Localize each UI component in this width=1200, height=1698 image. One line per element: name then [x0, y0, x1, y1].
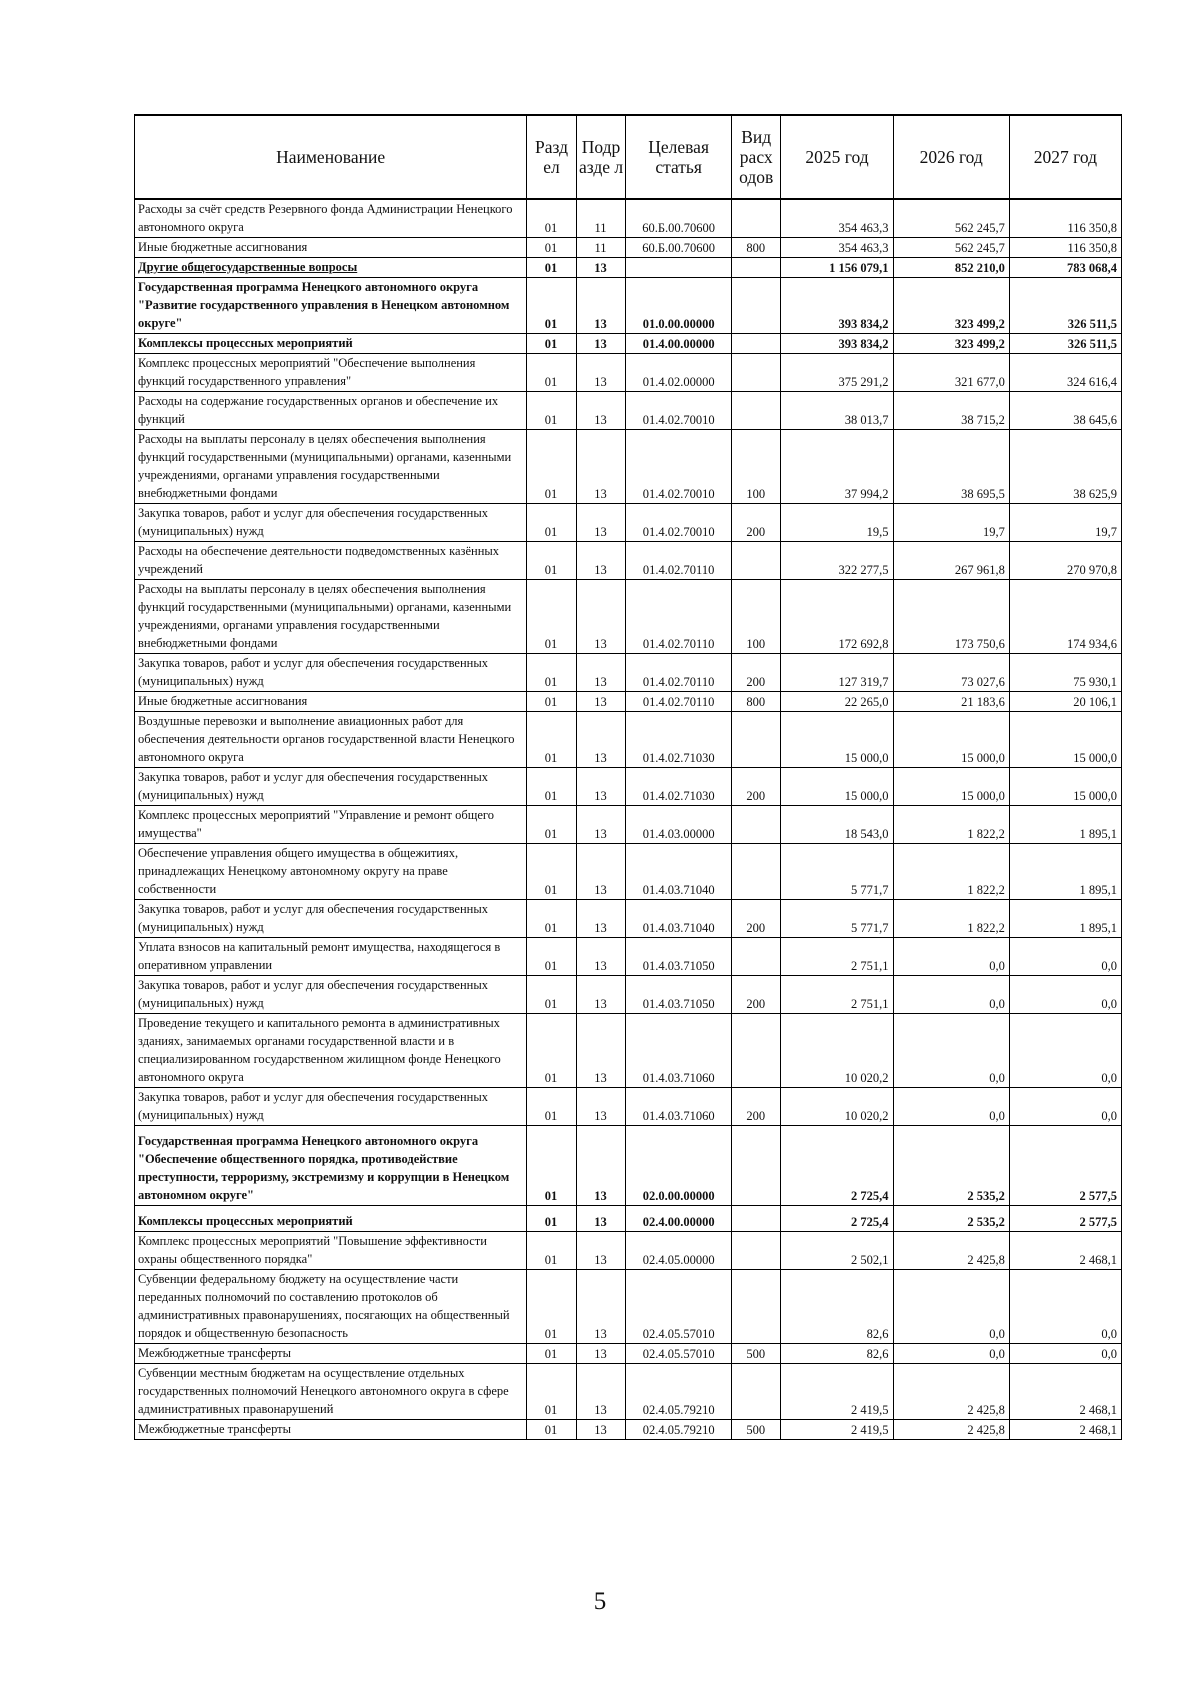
row-razdel: 01 [527, 354, 577, 392]
row-amount-2026: 15 000,0 [893, 712, 1009, 768]
row-target-article: 02.4.05.79210 [626, 1420, 732, 1440]
row-name: Расходы за счёт средств Резервного фонда Администрации Ненецкого автономного округа [135, 199, 527, 238]
row-target-article: 01.4.02.00000 [626, 354, 732, 392]
row-name: Закупка товаров, работ и услуг для обеспечения государственных (муниципальных) нужд [135, 768, 527, 806]
row-target-article: 02.4.05.57010 [626, 1270, 732, 1344]
table-row [135, 806, 1122, 844]
row-amount-2025: 22 265,0 [781, 692, 893, 712]
row-amount-2027: 19,7 [1009, 504, 1121, 542]
row-expense-type [731, 392, 781, 430]
row-amount-2026: 2 425,8 [893, 1232, 1009, 1270]
row-razdel: 01 [527, 278, 577, 334]
row-podrazdel: 13 [576, 1420, 626, 1440]
row-podrazdel: 13 [576, 430, 626, 504]
row-target-article: 01.4.02.70110 [626, 692, 732, 712]
row-podrazdel: 13 [576, 334, 626, 354]
row-name: Субвенции местным бюджетам на осуществление отдельных государственных полномочий Ненецкого автономного округа в сфере административных правонарушений [135, 1364, 527, 1420]
row-amount-2027: 1 895,1 [1009, 844, 1121, 900]
row-razdel: 01 [527, 1014, 577, 1088]
header-year-2027: 2027 год [1009, 115, 1121, 199]
row-amount-2025: 1 156 079,1 [781, 258, 893, 278]
row-razdel: 01 [527, 1088, 577, 1126]
row-expense-type: 800 [731, 238, 781, 258]
table-row [135, 1232, 1122, 1270]
row-amount-2025: 2 725,4 [781, 1126, 893, 1206]
table-row [135, 1420, 1122, 1440]
row-podrazdel: 13 [576, 938, 626, 976]
row-podrazdel: 13 [576, 258, 626, 278]
table-row [135, 580, 1122, 654]
row-amount-2025: 19,5 [781, 504, 893, 542]
row-razdel: 01 [527, 1420, 577, 1440]
header-podrazdel: Подр азде л [576, 115, 626, 199]
row-razdel: 01 [527, 1126, 577, 1206]
row-amount-2026: 0,0 [893, 938, 1009, 976]
row-target-article: 01.4.02.70110 [626, 542, 732, 580]
row-amount-2026: 0,0 [893, 1344, 1009, 1364]
header-year-2026: 2026 год [893, 115, 1009, 199]
row-razdel: 01 [527, 806, 577, 844]
row-target-article: 01.0.00.00000 [626, 278, 732, 334]
row-target-article: 01.4.03.71050 [626, 938, 732, 976]
row-amount-2026: 73 027,6 [893, 654, 1009, 692]
row-target-article: 01.4.02.70010 [626, 430, 732, 504]
row-expense-type [731, 806, 781, 844]
row-expense-type: 500 [731, 1344, 781, 1364]
row-expense-type [731, 1232, 781, 1270]
row-amount-2025: 38 013,7 [781, 392, 893, 430]
row-expense-type [731, 844, 781, 900]
row-expense-type: 200 [731, 504, 781, 542]
row-amount-2027: 2 468,1 [1009, 1420, 1121, 1440]
row-amount-2027: 1 895,1 [1009, 806, 1121, 844]
row-razdel: 01 [527, 1364, 577, 1420]
row-name: Иные бюджетные ассигнования [135, 238, 527, 258]
table-row [135, 542, 1122, 580]
row-podrazdel: 13 [576, 692, 626, 712]
row-razdel: 01 [527, 1344, 577, 1364]
row-podrazdel: 13 [576, 1270, 626, 1344]
row-amount-2026: 38 715,2 [893, 392, 1009, 430]
row-amount-2027: 324 616,4 [1009, 354, 1121, 392]
row-razdel: 01 [527, 1206, 577, 1232]
row-expense-type [731, 1126, 781, 1206]
row-name: Комплекс процессных мероприятий "Повышение эффективности охраны общественного порядка" [135, 1232, 527, 1270]
row-name: Другие общегосударственные вопросы [135, 258, 527, 278]
header-name: Наименование [135, 115, 527, 199]
row-amount-2025: 375 291,2 [781, 354, 893, 392]
budget-table [134, 114, 1122, 1440]
row-amount-2027: 0,0 [1009, 1270, 1121, 1344]
row-razdel: 01 [527, 692, 577, 712]
row-expense-type [731, 938, 781, 976]
table-row [135, 278, 1122, 334]
row-amount-2027: 783 068,4 [1009, 258, 1121, 278]
row-amount-2026: 2 535,2 [893, 1206, 1009, 1232]
row-amount-2026: 562 245,7 [893, 199, 1009, 238]
row-target-article: 01.4.03.71060 [626, 1014, 732, 1088]
row-razdel: 01 [527, 654, 577, 692]
row-name: Закупка товаров, работ и услуг для обеспечения государственных (муниципальных) нужд [135, 654, 527, 692]
row-podrazdel: 13 [576, 542, 626, 580]
row-razdel: 01 [527, 900, 577, 938]
row-name: Государственная программа Ненецкого автономного округа "Развитие государственного управления в Ненецком автономном округе" [135, 278, 527, 334]
table-row [135, 1364, 1122, 1420]
row-amount-2027: 15 000,0 [1009, 712, 1121, 768]
row-expense-type [731, 334, 781, 354]
row-podrazdel: 13 [576, 1126, 626, 1206]
row-amount-2027: 0,0 [1009, 1088, 1121, 1126]
row-target-article: 02.4.00.00000 [626, 1206, 732, 1232]
row-target-article: 01.4.02.71030 [626, 768, 732, 806]
row-name: Межбюджетные трансферты [135, 1344, 527, 1364]
row-amount-2026: 2 425,8 [893, 1364, 1009, 1420]
row-expense-type [731, 354, 781, 392]
row-amount-2025: 2 502,1 [781, 1232, 893, 1270]
budget-table-container [134, 114, 1122, 1440]
row-razdel: 01 [527, 938, 577, 976]
row-razdel: 01 [527, 768, 577, 806]
table-row [135, 258, 1122, 278]
row-podrazdel: 13 [576, 1206, 626, 1232]
row-razdel: 01 [527, 580, 577, 654]
row-amount-2027: 2 468,1 [1009, 1232, 1121, 1270]
row-expense-type: 100 [731, 580, 781, 654]
row-name: Обеспечение управления общего имущества в общежитиях, принадлежащих Ненецкому автономному округу на праве собственности [135, 844, 527, 900]
row-amount-2027: 0,0 [1009, 1014, 1121, 1088]
row-razdel: 01 [527, 430, 577, 504]
row-amount-2025: 82,6 [781, 1270, 893, 1344]
row-amount-2025: 393 834,2 [781, 334, 893, 354]
row-amount-2025: 393 834,2 [781, 278, 893, 334]
table-row [135, 1014, 1122, 1088]
header-year-2025: 2025 год [781, 115, 893, 199]
row-target-article: 01.4.02.71030 [626, 712, 732, 768]
row-name: Уплата взносов на капитальный ремонт имущества, находящегося в оперативном управлении [135, 938, 527, 976]
row-amount-2027: 0,0 [1009, 1344, 1121, 1364]
row-podrazdel: 13 [576, 806, 626, 844]
row-name: Комплекс процессных мероприятий "Управление и ремонт общего имущества" [135, 806, 527, 844]
row-razdel: 01 [527, 1270, 577, 1344]
row-name: Расходы на обеспечение деятельности подведомственных казённых учреждений [135, 542, 527, 580]
row-amount-2027: 116 350,8 [1009, 238, 1121, 258]
row-amount-2026: 15 000,0 [893, 768, 1009, 806]
row-amount-2025: 2 751,1 [781, 938, 893, 976]
row-amount-2027: 116 350,8 [1009, 199, 1121, 238]
row-amount-2026: 267 961,8 [893, 542, 1009, 580]
row-amount-2027: 0,0 [1009, 976, 1121, 1014]
row-podrazdel: 13 [576, 712, 626, 768]
row-target-article [626, 258, 732, 278]
row-expense-type [731, 199, 781, 238]
row-podrazdel: 13 [576, 278, 626, 334]
row-expense-type [731, 278, 781, 334]
table-header-row [135, 115, 1122, 199]
row-expense-type [731, 1364, 781, 1420]
row-razdel: 01 [527, 258, 577, 278]
table-row [135, 1126, 1122, 1206]
row-amount-2025: 322 277,5 [781, 542, 893, 580]
row-razdel: 01 [527, 712, 577, 768]
row-target-article: 01.4.03.71040 [626, 844, 732, 900]
row-amount-2027: 326 511,5 [1009, 278, 1121, 334]
row-name: Воздушные перевозки и выполнение авиационных работ для обеспечения деятельности органов государственной власти Ненецкого автономного округа [135, 712, 527, 768]
row-target-article: 01.4.03.00000 [626, 806, 732, 844]
row-target-article: 01.4.03.71050 [626, 976, 732, 1014]
row-amount-2026: 0,0 [893, 976, 1009, 1014]
row-target-article: 01.4.03.71060 [626, 1088, 732, 1126]
row-razdel: 01 [527, 976, 577, 1014]
row-amount-2027: 15 000,0 [1009, 768, 1121, 806]
row-expense-type: 200 [731, 654, 781, 692]
row-amount-2025: 172 692,8 [781, 580, 893, 654]
row-target-article: 01.4.02.70110 [626, 654, 732, 692]
table-row [135, 692, 1122, 712]
row-name: Закупка товаров, работ и услуг для обеспечения государственных (муниципальных) нужд [135, 1088, 527, 1126]
row-podrazdel: 11 [576, 199, 626, 238]
row-expense-type: 200 [731, 768, 781, 806]
header-target-article: Целевая статья [626, 115, 732, 199]
table-row [135, 199, 1122, 238]
row-amount-2026: 0,0 [893, 1270, 1009, 1344]
row-expense-type [731, 1270, 781, 1344]
row-amount-2027: 2 468,1 [1009, 1364, 1121, 1420]
row-expense-type [731, 258, 781, 278]
row-name: Закупка товаров, работ и услуг для обеспечения государственных (муниципальных) нужд [135, 900, 527, 938]
row-amount-2025: 5 771,7 [781, 844, 893, 900]
row-amount-2027: 1 895,1 [1009, 900, 1121, 938]
table-row [135, 430, 1122, 504]
table-row [135, 334, 1122, 354]
row-amount-2027: 38 625,9 [1009, 430, 1121, 504]
row-name: Субвенции федеральному бюджету на осуществление части переданных полномочий по составлению протоколов об административных правонарушениях, посягающих на общественный порядок и общественную безопасность [135, 1270, 527, 1344]
row-expense-type [731, 712, 781, 768]
row-amount-2026: 0,0 [893, 1014, 1009, 1088]
row-target-article: 01.4.03.71040 [626, 900, 732, 938]
row-amount-2026: 0,0 [893, 1088, 1009, 1126]
row-podrazdel: 13 [576, 504, 626, 542]
row-amount-2026: 323 499,2 [893, 278, 1009, 334]
row-target-article: 01.4.00.00000 [626, 334, 732, 354]
row-amount-2025: 2 751,1 [781, 976, 893, 1014]
table-row [135, 938, 1122, 976]
row-amount-2026: 562 245,7 [893, 238, 1009, 258]
row-target-article: 60.Б.00.70600 [626, 199, 732, 238]
table-row [135, 1270, 1122, 1344]
row-podrazdel: 13 [576, 1088, 626, 1126]
row-razdel: 01 [527, 334, 577, 354]
row-podrazdel: 13 [576, 844, 626, 900]
row-podrazdel: 13 [576, 392, 626, 430]
row-amount-2025: 2 419,5 [781, 1364, 893, 1420]
table-row [135, 712, 1122, 768]
row-podrazdel: 13 [576, 354, 626, 392]
table-body [135, 199, 1122, 1440]
row-target-article: 01.4.02.70010 [626, 392, 732, 430]
row-target-article: 01.4.02.70010 [626, 504, 732, 542]
table-row [135, 504, 1122, 542]
table-row [135, 1206, 1122, 1232]
row-amount-2025: 18 543,0 [781, 806, 893, 844]
table-row [135, 354, 1122, 392]
row-razdel: 01 [527, 504, 577, 542]
row-amount-2025: 354 463,3 [781, 199, 893, 238]
table-row [135, 768, 1122, 806]
row-target-article: 02.4.05.00000 [626, 1232, 732, 1270]
row-amount-2027: 326 511,5 [1009, 334, 1121, 354]
row-expense-type: 500 [731, 1420, 781, 1440]
row-amount-2027: 270 970,8 [1009, 542, 1121, 580]
row-razdel: 01 [527, 844, 577, 900]
row-name: Межбюджетные трансферты [135, 1420, 527, 1440]
row-podrazdel: 13 [576, 1232, 626, 1270]
row-name: Закупка товаров, работ и услуг для обеспечения государственных (муниципальных) нужд [135, 976, 527, 1014]
row-amount-2026: 173 750,6 [893, 580, 1009, 654]
row-target-article: 01.4.02.70110 [626, 580, 732, 654]
row-razdel: 01 [527, 542, 577, 580]
table-row [135, 844, 1122, 900]
header-expense-type: Вид расх одов [731, 115, 781, 199]
row-name: Иные бюджетные ассигнования [135, 692, 527, 712]
row-amount-2026: 852 210,0 [893, 258, 1009, 278]
row-amount-2025: 82,6 [781, 1344, 893, 1364]
row-amount-2027: 75 930,1 [1009, 654, 1121, 692]
row-amount-2025: 127 319,7 [781, 654, 893, 692]
row-amount-2027: 2 577,5 [1009, 1206, 1121, 1232]
row-amount-2025: 37 994,2 [781, 430, 893, 504]
row-razdel: 01 [527, 392, 577, 430]
row-amount-2027: 174 934,6 [1009, 580, 1121, 654]
row-amount-2025: 2 725,4 [781, 1206, 893, 1232]
row-podrazdel: 13 [576, 768, 626, 806]
row-amount-2026: 321 677,0 [893, 354, 1009, 392]
row-amount-2025: 10 020,2 [781, 1014, 893, 1088]
row-expense-type: 200 [731, 976, 781, 1014]
row-name: Проведение текущего и капитального ремонта в административных зданиях, занимаемых органами государственной власти и в специализированном государственном жилищном фонде Ненецкого автономного округа [135, 1014, 527, 1088]
header-razdel: Разд ел [527, 115, 577, 199]
row-razdel: 01 [527, 1232, 577, 1270]
row-podrazdel: 13 [576, 976, 626, 1014]
row-name: Расходы на выплаты персоналу в целях обеспечения выполнения функций государственными (муниципальными) органами, казенными учреждениями, органами управления государственными внебюджетными фондами [135, 580, 527, 654]
row-expense-type [731, 542, 781, 580]
row-amount-2026: 323 499,2 [893, 334, 1009, 354]
row-razdel: 01 [527, 238, 577, 258]
table-row [135, 654, 1122, 692]
table-row [135, 900, 1122, 938]
row-expense-type: 200 [731, 1088, 781, 1126]
row-amount-2025: 5 771,7 [781, 900, 893, 938]
row-podrazdel: 13 [576, 1364, 626, 1420]
row-podrazdel: 13 [576, 654, 626, 692]
table-row [135, 976, 1122, 1014]
table-row [135, 1344, 1122, 1364]
row-target-article: 60.Б.00.70600 [626, 238, 732, 258]
row-amount-2026: 1 822,2 [893, 900, 1009, 938]
row-target-article: 02.4.05.79210 [626, 1364, 732, 1420]
table-row [135, 238, 1122, 258]
row-podrazdel: 13 [576, 1014, 626, 1088]
row-name: Расходы на выплаты персоналу в целях обеспечения выполнения функций государственными (муниципальными) органами, казенными учреждениями, органами управления государственными внебюджетными фондами [135, 430, 527, 504]
row-amount-2026: 21 183,6 [893, 692, 1009, 712]
row-amount-2025: 2 419,5 [781, 1420, 893, 1440]
row-amount-2025: 354 463,3 [781, 238, 893, 258]
row-name: Комплексы процессных мероприятий [135, 1206, 527, 1232]
row-expense-type: 800 [731, 692, 781, 712]
row-name: Комплексы процессных мероприятий [135, 334, 527, 354]
row-expense-type [731, 1014, 781, 1088]
row-amount-2026: 1 822,2 [893, 806, 1009, 844]
row-amount-2025: 10 020,2 [781, 1088, 893, 1126]
row-name: Государственная программа Ненецкого автономного округа "Обеспечение общественного порядка, противодействие преступности, терроризму, экстремизму и коррупции в Ненецком автономном округе" [135, 1126, 527, 1206]
row-amount-2026: 19,7 [893, 504, 1009, 542]
row-amount-2027: 38 645,6 [1009, 392, 1121, 430]
row-expense-type: 200 [731, 900, 781, 938]
table-row [135, 392, 1122, 430]
row-amount-2025: 15 000,0 [781, 712, 893, 768]
row-name: Закупка товаров, работ и услуг для обеспечения государственных (муниципальных) нужд [135, 504, 527, 542]
row-podrazdel: 13 [576, 1344, 626, 1364]
row-target-article: 02.0.00.00000 [626, 1126, 732, 1206]
table-row [135, 1088, 1122, 1126]
row-amount-2025: 15 000,0 [781, 768, 893, 806]
row-amount-2026: 38 695,5 [893, 430, 1009, 504]
row-expense-type [731, 1206, 781, 1232]
row-name: Расходы на содержание государственных органов и обеспечение их функций [135, 392, 527, 430]
row-amount-2026: 2 535,2 [893, 1126, 1009, 1206]
page-number: 5 [593, 1588, 607, 1615]
row-amount-2026: 2 425,8 [893, 1420, 1009, 1440]
row-razdel: 01 [527, 199, 577, 238]
row-amount-2027: 20 106,1 [1009, 692, 1121, 712]
row-podrazdel: 11 [576, 238, 626, 258]
row-amount-2027: 0,0 [1009, 938, 1121, 976]
row-name: Комплекс процессных мероприятий "Обеспечение выполнения функций государственного управления" [135, 354, 527, 392]
row-expense-type: 100 [731, 430, 781, 504]
row-amount-2027: 2 577,5 [1009, 1126, 1121, 1206]
row-podrazdel: 13 [576, 580, 626, 654]
row-target-article: 02.4.05.57010 [626, 1344, 732, 1364]
row-podrazdel: 13 [576, 900, 626, 938]
row-amount-2026: 1 822,2 [893, 844, 1009, 900]
